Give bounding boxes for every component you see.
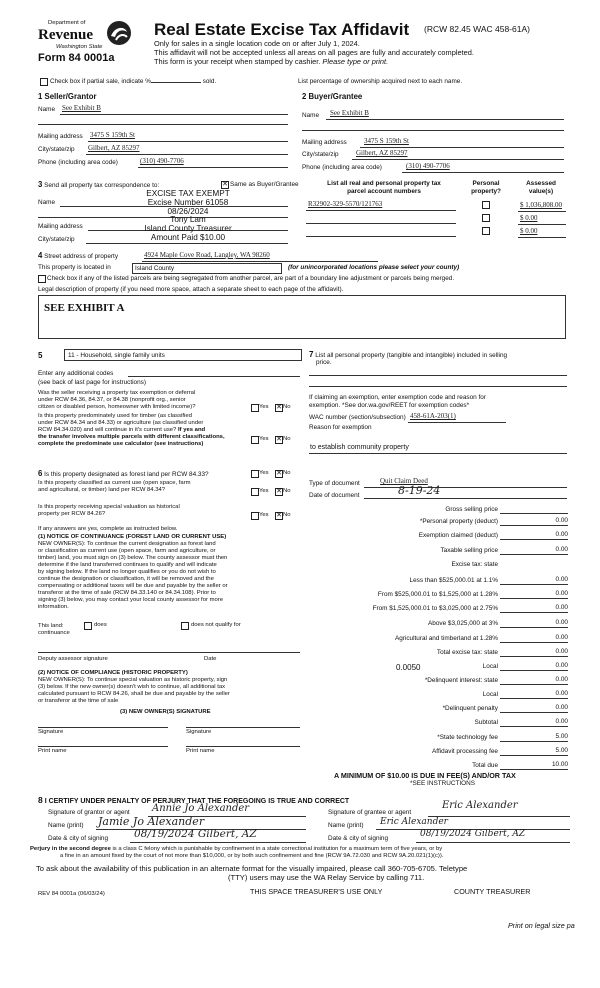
- subtitle-1: Only for sales in a single location code on or after July 1, 2024.: [154, 39, 360, 48]
- forest-no-checkbox[interactable]: ✕: [276, 470, 282, 477]
- same-as-buyer-checkbox[interactable]: ✕: [222, 181, 228, 188]
- grantee-print-name[interactable]: Eric Alexander: [380, 817, 448, 827]
- assessed-value[interactable]: $ 1,036,808.00: [520, 201, 562, 209]
- grantor-signature[interactable]: Annie Jo Alexander: [152, 803, 250, 814]
- revenue-swirl-icon: [106, 20, 132, 46]
- grantor-print-name[interactable]: Jamie Jo Alexander: [98, 815, 205, 828]
- document-type[interactable]: Quit Claim Deed: [380, 477, 428, 485]
- buyer-city[interactable]: Gilbert, AZ 85297: [356, 149, 408, 157]
- historic-no-checkbox[interactable]: ✕: [276, 512, 282, 519]
- print-note: Print on legal size pa: [508, 921, 575, 930]
- legal-description-field[interactable]: SEE EXHIBIT A: [38, 295, 566, 339]
- total-due[interactable]: 10.00: [552, 761, 568, 768]
- buyer-phone[interactable]: (310) 490-7706: [406, 162, 450, 170]
- technology-fee[interactable]: 5.00: [555, 733, 568, 740]
- parcel-account[interactable]: R32902-329-5570/121763: [308, 200, 383, 208]
- tax-bracket-4[interactable]: 0.00: [555, 619, 568, 626]
- see-instructions: *SEE INSTRUCTIONS: [410, 780, 475, 787]
- q2-no-checkbox[interactable]: ✕: [276, 436, 282, 443]
- statute: (RCW 82.45 WAC 458-61A): [424, 24, 530, 34]
- delinquent-interest-local[interactable]: 0.00: [555, 690, 568, 697]
- subtitle-3: This form is your receipt when stamped by cashier. Please type or print.: [154, 57, 389, 66]
- q2-yes-checkbox[interactable]: [251, 436, 259, 444]
- property-address[interactable]: 4924 Maple Cove Road, Langley, WA 98260: [144, 251, 270, 259]
- form-number: Form 84 0001a: [38, 52, 115, 64]
- treasurer-use: THIS SPACE TREASURER'S USE ONLY: [250, 887, 383, 896]
- delinquent-interest-state[interactable]: 0.00: [555, 676, 568, 683]
- local-tax[interactable]: 0.00: [555, 662, 568, 669]
- personal-property-checkbox[interactable]: [482, 214, 490, 222]
- agricultural-tax[interactable]: 0.00: [555, 634, 568, 641]
- forest-yes-checkbox[interactable]: [251, 470, 259, 478]
- subtotal[interactable]: 0.00: [555, 718, 568, 725]
- exemption-reason[interactable]: to establish community property: [310, 444, 409, 451]
- personal-property-checkbox[interactable]: [482, 201, 490, 209]
- segregation-checkbox[interactable]: [38, 275, 46, 283]
- page-title: Real Estate Excise Tax Affidavit: [154, 20, 410, 39]
- current-use-yes-checkbox[interactable]: [251, 488, 259, 496]
- ownership-note: List percentage of ownership acquired next to each name.: [298, 78, 463, 85]
- tax-bracket-2[interactable]: 0.00: [555, 590, 568, 597]
- local-rate: 0.0050: [396, 663, 421, 672]
- seller-name[interactable]: See Exhibit B: [62, 104, 101, 112]
- does-not-qualify-checkbox[interactable]: [181, 622, 189, 630]
- partial-sale-label: Check box if partial sale, indicate % sold.: [50, 78, 217, 85]
- grantor-date-city[interactable]: 08/19/2024 Gilbert, AZ: [134, 828, 257, 840]
- tax-bracket-1[interactable]: 0.00: [555, 576, 568, 583]
- exemption-deduct[interactable]: 0.00: [555, 531, 568, 538]
- wac-number[interactable]: 458-61A-203(1): [410, 412, 456, 420]
- buyer-name[interactable]: See Exhibit B: [330, 109, 369, 117]
- delinquent-penalty[interactable]: 0.00: [555, 704, 568, 711]
- seller-mailing-address[interactable]: 3475 S 159th St: [90, 131, 135, 139]
- historic-yes-checkbox[interactable]: [251, 512, 259, 520]
- grantee-date-city[interactable]: 08/19/2024 Gilbert, AZ: [420, 829, 526, 839]
- taxable-selling-price[interactable]: 0.00: [555, 546, 568, 553]
- treasurer-stamp: EXCISE TAX EXEMPT Excise Number 61058 08/26/2024 Tony Lam Island County Treasurer Amount Paid $10.00: [144, 189, 232, 242]
- revision-code: REV 84 0001a (06/03/24): [38, 891, 105, 897]
- grantee-signature[interactable]: Eric Alexander: [442, 800, 518, 811]
- buyer-mailing-address[interactable]: 3475 S 159th St: [364, 137, 409, 145]
- seller-phone[interactable]: (310) 490-7706: [140, 157, 184, 165]
- current-use-no-checkbox[interactable]: ✕: [276, 488, 282, 495]
- subtitle-2: This affidavit will not be accepted unless all areas on all pages are fully and accurately completed.: [154, 48, 474, 57]
- assessed-value[interactable]: $ 0.00: [520, 227, 538, 235]
- document-date[interactable]: 8-19-24: [398, 484, 441, 497]
- county-select[interactable]: Island County: [132, 263, 282, 274]
- total-excise-state[interactable]: 0.00: [555, 648, 568, 655]
- tax-bracket-3[interactable]: 0.00: [555, 604, 568, 611]
- seller-city[interactable]: Gilbert, AZ 85297: [88, 144, 140, 152]
- q1-yes-checkbox[interactable]: [251, 404, 259, 412]
- processing-fee[interactable]: 5.00: [555, 747, 568, 754]
- county-treasurer: COUNTY TREASURER: [454, 887, 531, 896]
- does-qualify-checkbox[interactable]: [84, 622, 92, 630]
- personal-property-checkbox[interactable]: [482, 227, 490, 235]
- land-use-select[interactable]: 11 - Household, single family units: [64, 349, 302, 361]
- personal-property-deduct[interactable]: 0.00: [555, 517, 568, 524]
- q1-no-checkbox[interactable]: ✕: [276, 404, 282, 411]
- partial-sale-checkbox[interactable]: [40, 78, 48, 86]
- assessed-value[interactable]: $ 0.00: [520, 214, 538, 222]
- minimum-due: A MINIMUM OF $10.00 IS DUE IN FEE(S) AND/OR TAX: [334, 771, 516, 780]
